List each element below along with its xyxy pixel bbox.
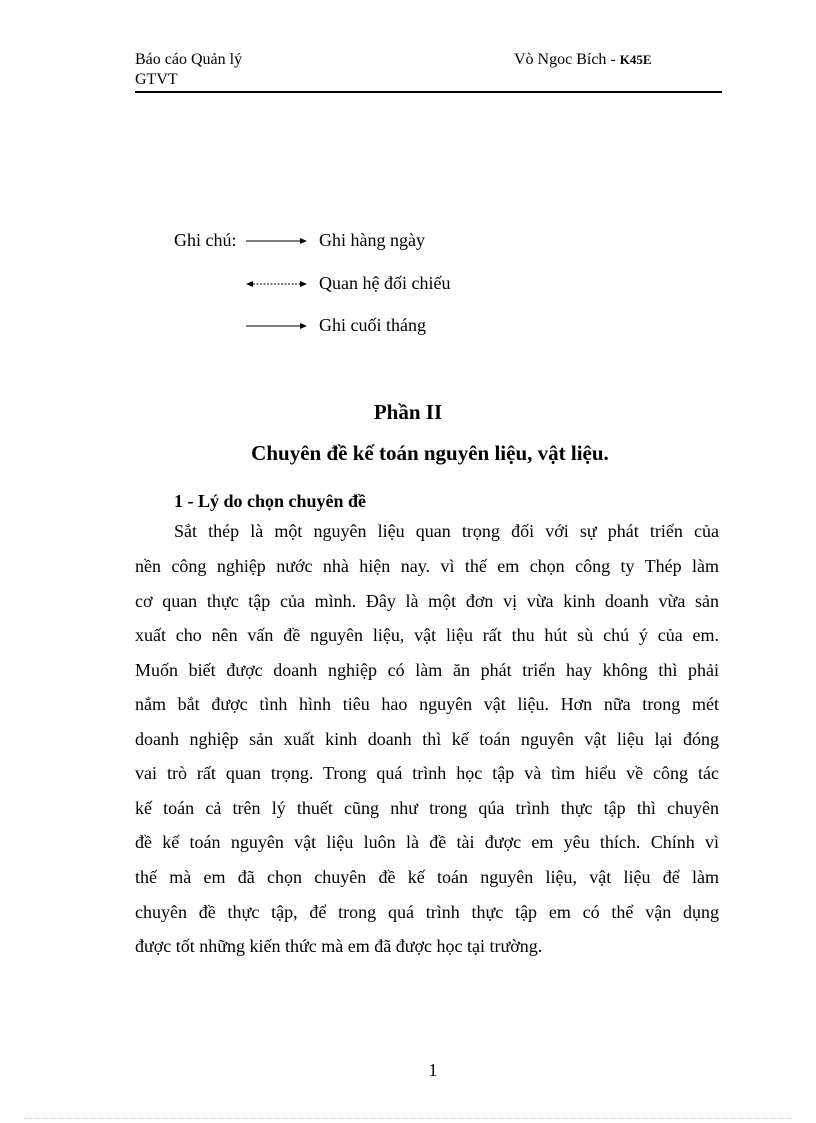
paragraph-line: nắm bắt được tình hình tiêu hao nguyên vật liệu. Hơn nữa trong mét [135, 694, 719, 714]
header-divider [135, 91, 722, 93]
paragraph-line: thế mà em đã chọn chuyên đề kế toán nguyên liệu, vật liệu để làm [135, 867, 719, 887]
paragraph-line: chuyên đề thực tập, để trong quá trình thực tập em có thể vận dụng [135, 902, 719, 922]
legend-row-daily [174, 229, 474, 251]
section-heading: 1 - Lý do chọn chuyên đề [174, 491, 367, 511]
paragraph-line: Muốn biết được doanh nghiệp có làm ăn phát triển hay không thì phải [135, 660, 719, 680]
paragraph-line: kế toán cả trên lý thuết cũng như trong qúa trình thực tập thì chuyên [135, 798, 719, 818]
paragraph-line: Sắt thép là một nguyên liệu quan trọng đối với sự phát triển của [174, 521, 719, 541]
report-title [135, 50, 242, 90]
dotted-double-arrow-icon [246, 276, 308, 290]
paragraph-line: xuất cho nên vấn đề nguyên liệu, vật liệu rất thu hút sù chú ý của em. [135, 625, 719, 645]
paragraph-line: vai trò rất quan trọng. Trong quá trình học tập và tìm hiểu về công tác [135, 763, 719, 783]
solid-arrow-icon [246, 318, 308, 332]
page-number: 1 [428, 1060, 438, 1080]
legend-text-daily: Ghi hàng ngày [319, 230, 425, 250]
topic-title: Chuyên đề kế toán nguyên liệu, vật liệu. [251, 441, 609, 465]
legend-text-monthly: Ghi cuối tháng [319, 315, 426, 335]
report-title-line1: Báo cáo Quản lý [135, 51, 243, 68]
report-title-line2: GTVT [135, 71, 178, 88]
legend-row-reconcile [174, 272, 474, 294]
paragraph-line: cơ quan thực tập của mình. Đây là một đơn vị vừa kinh doanh vừa sản [135, 591, 719, 611]
solid-arrow-icon [246, 233, 308, 247]
part-title: Phần II [373, 400, 443, 424]
legend-text-reconcile: Quan hệ đối chiếu [319, 273, 451, 293]
legend-row-monthly [174, 314, 474, 336]
paragraph-line: doanh nghiệp sản xuất kinh doanh thì kế toán nguyên vật liệu lại đóng [135, 729, 719, 749]
author-info [514, 50, 652, 70]
page-edge-divider [24, 1118, 792, 1119]
paragraph-line: được tốt những kiến thức mà em đã được học tại trường. [135, 936, 543, 956]
paragraph-line: nền công nghiệp nước nhà hiện nay. vì thế em chọn công ty Thép làm [135, 556, 719, 576]
author-name: Vò Ngoc Bích - [514, 51, 620, 68]
legend-label: Ghi chú: [174, 230, 237, 250]
paragraph-line: đề kế toán nguyên vật liệu luôn là đề tài được em yêu thích. Chính vì [135, 832, 719, 852]
class-code: K45E [619, 52, 652, 67]
